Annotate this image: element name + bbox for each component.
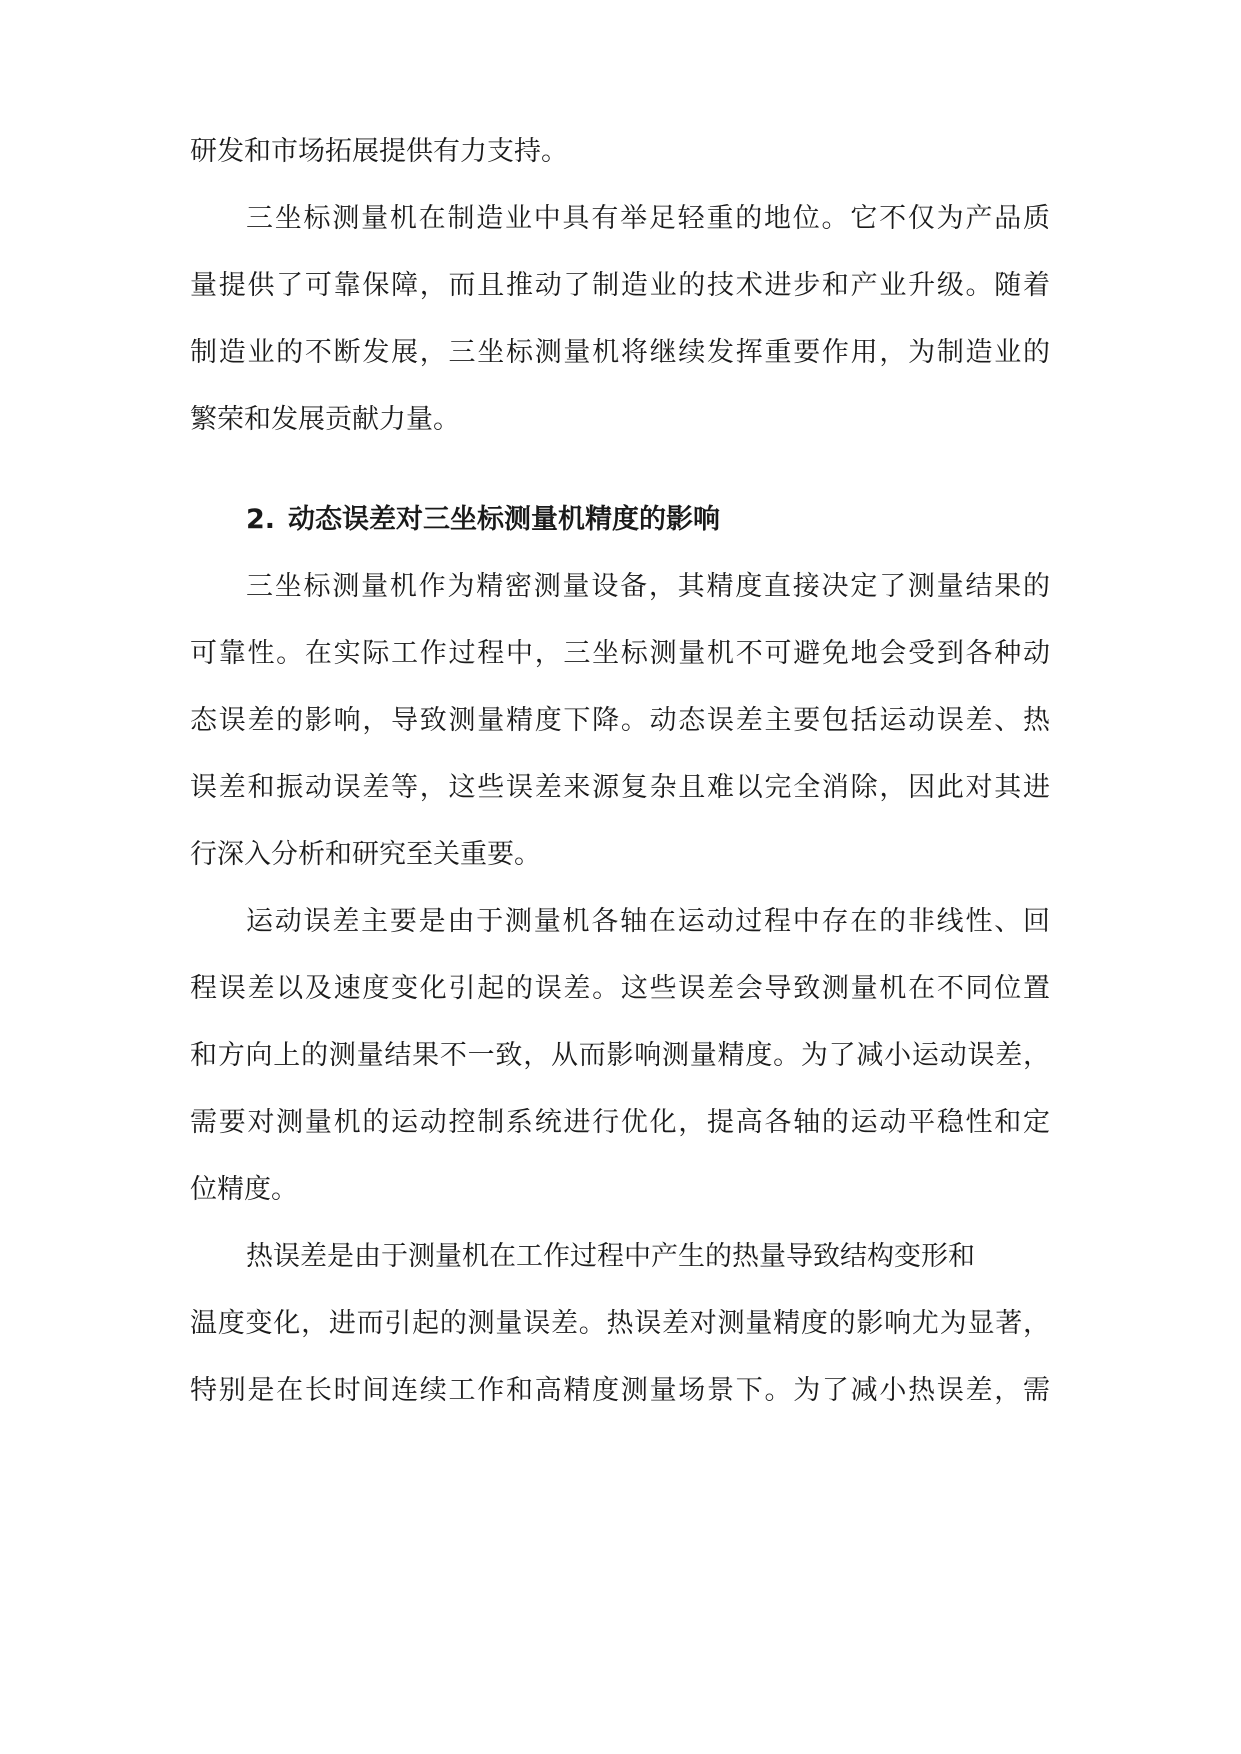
paragraph-line: 三坐标测量机作为精密测量设备，其精度直接决定了测量结果的 [246,571,1050,602]
paragraph-line: 运动误差主要是由于测量机各轴在运动过程中存在的非线性、回 [246,906,1050,937]
paragraph-line: 特别是在长时间连续工作和高精度测量场景下。为了减小热误差，需 [190,1375,1050,1406]
paragraph-line: 热误差是由于测量机在工作过程中产生的热量导致结构变形和 [246,1241,975,1272]
paragraph-line: 误差和振动误差等，这些误差来源复杂且难以完全消除，因此对其进 [190,772,1050,803]
section-heading [246,503,720,537]
paragraph-line: 温度变化，进而引起的测量误差。热误差对测量精度的影响尤为显著， [190,1308,1050,1339]
paragraph-line: 和方向上的测量结果不一致，从而影响测量精度。为了减小运动误差， [190,1040,1050,1071]
paragraph-line: 程误差以及速度变化引起的误差。这些误差会导致测量机在不同位置 [190,973,1050,1004]
paragraph-line: 三坐标测量机在制造业中具有举足轻重的地位。它不仅为产品质 [246,203,1050,234]
paragraph-line: 可靠性。在实际工作过程中，三坐标测量机不可避免地会受到各种动 [190,638,1050,669]
section-number: 2. [246,504,276,535]
paragraph-line: 位精度。 [190,1174,298,1205]
paragraph-line: 量提供了可靠保障，而且推动了制造业的技术进步和产业升级。随着 [190,270,1050,301]
paragraph-line: 繁荣和发展贡献力量。 [190,404,460,435]
paragraph-line: 需要对测量机的运动控制系统进行优化，提高各轴的运动平稳性和定 [190,1107,1050,1138]
section-title: 动态误差对三坐标测量机精度的影响 [288,504,720,535]
paragraph-line: 态误差的影响，导致测量精度下降。动态误差主要包括运动误差、热 [190,705,1050,736]
paragraph-line: 行深入分析和研究至关重要。 [190,839,541,870]
paragraph-line: 制造业的不断发展，三坐标测量机将继续发挥重要作用，为制造业的 [190,337,1050,368]
paragraph-line: 研发和市场拓展提供有力支持。 [190,136,568,167]
